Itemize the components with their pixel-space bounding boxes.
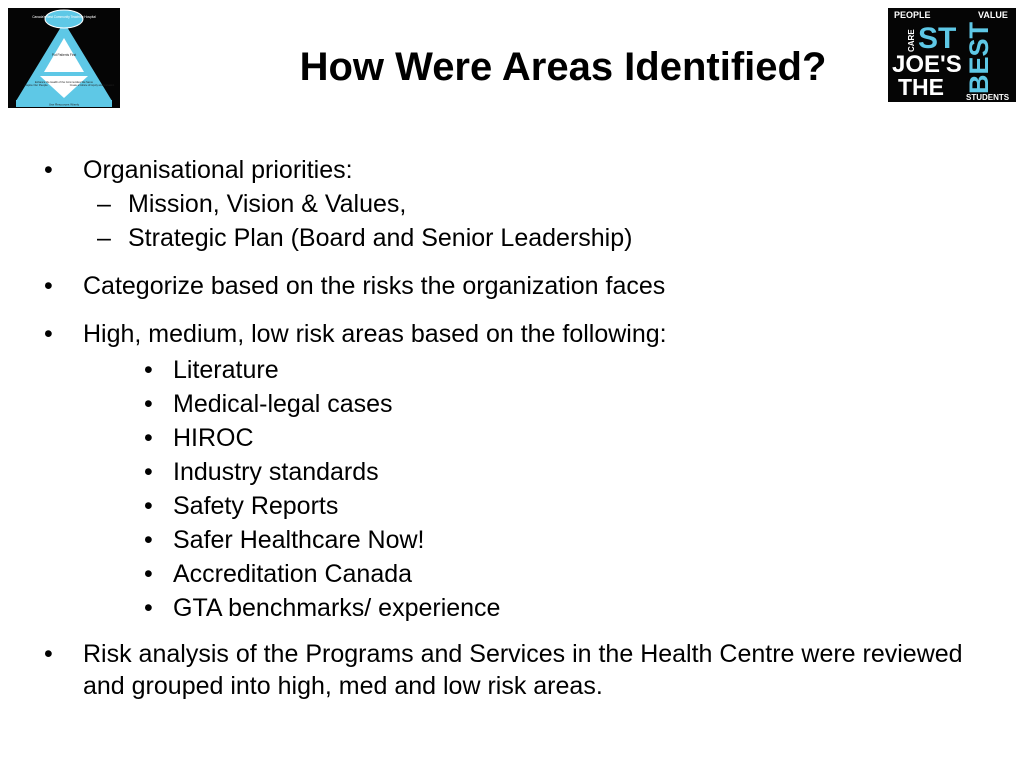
logo-center-text: Enhance the Health of the Communities We Serve	[35, 81, 93, 84]
sub-bullet-dot: •	[144, 492, 153, 520]
strategy-triangle-logo	[8, 8, 120, 108]
sub-list-item: HIROC	[173, 424, 254, 452]
sub-bullet-dot: •	[144, 458, 153, 486]
sub-bullet-dash: –	[97, 224, 111, 252]
sub-bullet-dot: •	[144, 424, 153, 452]
logo-left-text: Inspire Our People	[24, 83, 48, 87]
logo-the: THE	[898, 74, 944, 100]
slide-title: How Were Areas Identified?	[299, 45, 827, 89]
sub-list-item: GTA benchmarks/ experience	[173, 594, 501, 622]
sub-list-item: Safety Reports	[173, 492, 339, 520]
sub-bullet-dash: –	[97, 190, 111, 218]
sub-bullet-dot: •	[144, 390, 153, 418]
bullet-item: High, medium, low risk areas based on the following:	[83, 320, 667, 348]
sub-bullet-dot: •	[144, 560, 153, 588]
bullet-item: Categorize based on the risks the organization faces	[83, 272, 666, 300]
logo-people: PEOPLE	[894, 10, 931, 20]
sub-bullet-item: Strategic Plan (Board and Senior Leadership)	[128, 224, 633, 252]
bullet-item: Risk analysis of the Programs and Services in the Health Centre were reviewed and grouped into high, med and low risk areas.	[83, 640, 963, 700]
sub-list-item: Accreditation Canada	[173, 560, 413, 588]
bullet-dot: •	[44, 320, 53, 348]
logo-top-text: Canada's Best Community Teaching Hospital	[32, 15, 96, 19]
bullet-dot: •	[44, 156, 53, 184]
logo-value: VALUE	[978, 10, 1008, 20]
logo-st: ST	[918, 22, 957, 55]
sub-bullet-dot: •	[144, 356, 153, 384]
bullet-dot: •	[44, 640, 53, 668]
sub-bullet-item: Mission, Vision & Values,	[128, 190, 407, 218]
sub-list-item: Medical-legal cases	[173, 390, 393, 418]
sub-list-item: Literature	[173, 356, 279, 384]
logo-bottom-text: Use Resources Wisely	[48, 102, 80, 107]
logo-joes: JOE'S	[892, 51, 962, 78]
sub-bullet-dot: •	[144, 594, 153, 622]
logo-right-text: Create a Culture of Inquiry and Innovation	[69, 84, 115, 87]
logo-care: CARE	[907, 29, 916, 52]
logo-mid-text: Put Patients First	[51, 53, 77, 57]
bullet-dot: •	[44, 272, 53, 300]
sub-list-item: Industry standards	[173, 458, 379, 486]
logo-students: STUDENTS	[966, 93, 1010, 102]
bullet-item: Organisational priorities:	[83, 156, 353, 184]
sub-list-item: Safer Healthcare Now!	[173, 526, 425, 554]
logo-best: BEST	[964, 21, 994, 94]
sub-bullet-dot: •	[144, 526, 153, 554]
